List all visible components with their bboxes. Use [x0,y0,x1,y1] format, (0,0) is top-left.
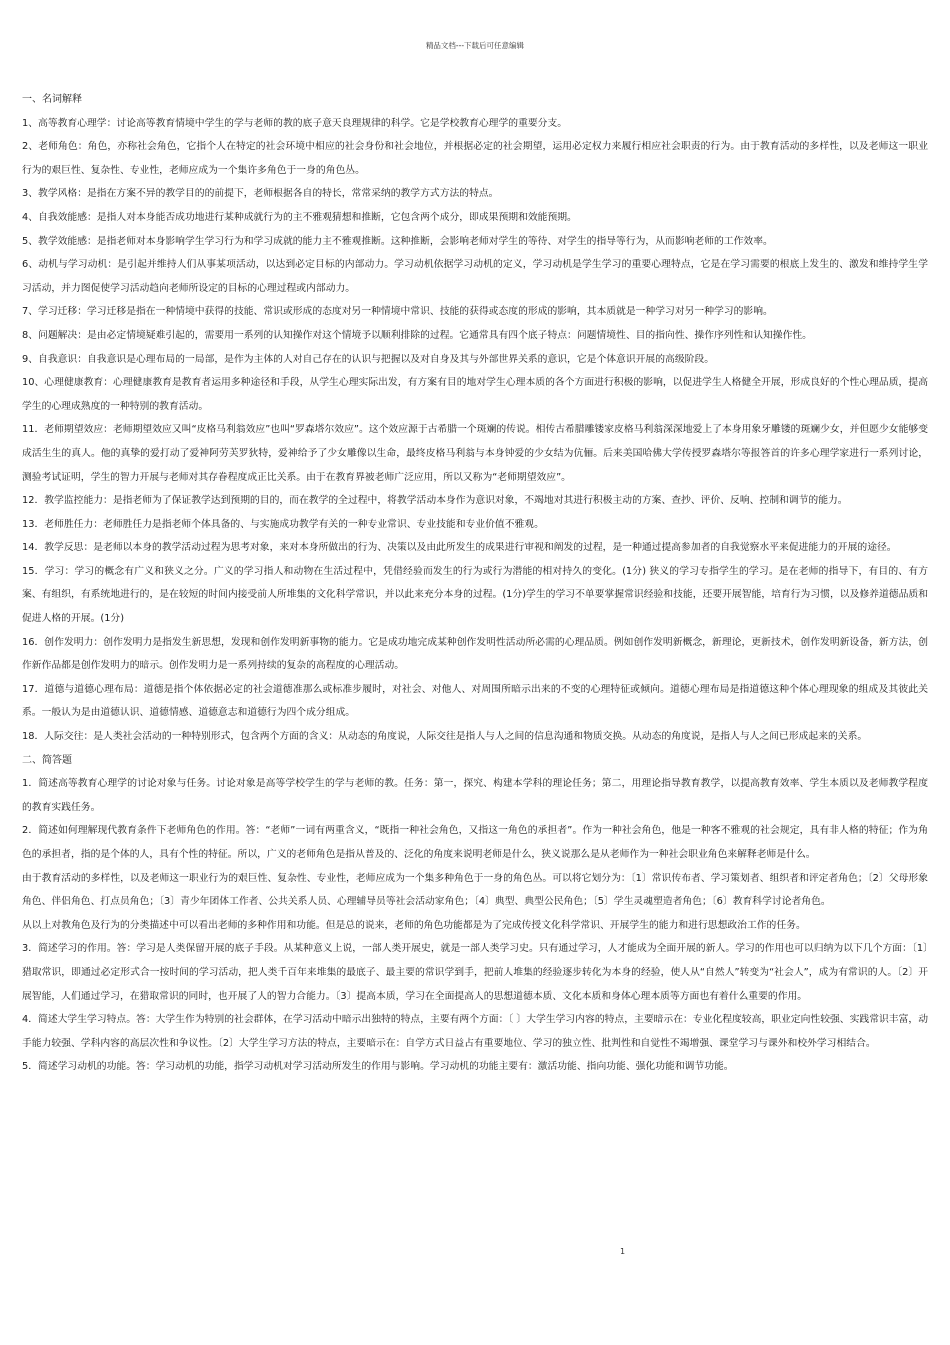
answer-item: 3．简述学习的作用。答：学习是人类保留开展的底子手段。从某种意义上说，一部人类开展史，就是一部人类学习史。只有通过学习，人才能成为全面开展的新人。学习的作用也可以归纳为以下几个方面：〔1〕猎取常识，即通过必定形式合一按时间的学习活动，把人类千百年来堆集的最底子、最主要的常识学到手，把前人堆集的经验逐步转化为本身的经验，使人从“自然人”转变为“社会人”，成为有常识的人。〔2〕开展智能，人们通过学习，在猎取常识的同时，也开展了人的智力合能力。〔3〕提高本质，学习在全面提高人的思想道德本质、文化本质和身体心理本质等方面也有着什么重要的作用。 [22,943,928,1002]
definition-item: 10、心理健康教育：心理健康教育是教育者运用多种途径和手段，从学生心理实际出发，有方案有目的地对学生心理本质的各个方面进行积极的影响，以促进学生人格健全开展，形成良好的个性心理品质，提高学生的心理成熟度的一种特别的教育活动。 [22,377,928,412]
definition-item: 5、教学效能感：是指老师对本身影响学生学习行为和学习成就的能力主不雅观推断。这种推断，会影响老师对学生的等待、对学生的指导等行为，从而影响老师的工作效率。 [22,235,773,247]
definition-item: 17．道德与道德心理布局：道德是指个体依据必定的社会道德准那么或标准步履时，对社会、对他人、对周围所暗示出来的不变的心理特征或倾向。道德心理布局是指道德这种个体心理现象的组成及其彼此关系。一般认为是由道德认识、道德情感、道德意志和道德行为四个成分组成。 [22,683,928,719]
definition-item: 13．老师胜任力：老师胜任力是指老师个体具备的、与实施成功教学有关的一种专业常识、专业技能和专业价值不雅观。 [22,518,544,530]
definition-item: 4、自我效能感：是指人对本身能否成功地进行某种成就行为的主不雅观猜想和推断，它包含两个成分，即成果预期和效能预期。 [22,211,577,223]
definition-item: 1、高等教育心理学：讨论高等教育情境中学生的学与老师的教的底子意天良理规律的科学。它是学校教育心理学的重要分支。 [22,117,568,129]
answer-item: 从以上对教角色及行为的分类描述中可以看出老师的多种作用和功能。但是总的说来，老师的角色功能都是为了完成传授文化科学常识、开展学生的能力和进行思想政治工作的任务。 [22,919,806,931]
page-header: 精品文档---下载后可任意编辑 [425,41,525,50]
answer-item: 4．简述大学生学习特点。答：大学生作为特别的社会群体，在学习活动中暗示出独特的特点，主要有两个方面：〔 〕大学生学习内容的特点，主要暗示在：专业化程度较高，职业定向性较强、实践常识丰富，动手能力较强、学科内容的高层次性和争议性。〔2〕大学生学习方法的特点，主要暗示在：自学方式日益占有重要地位、学习的独立性、批判性和自觉性不竭增强、课堂学习与课外和校外学习相结合。 [22,1014,928,1049]
definition-item: 15．学习：学习的概念有广义和狭义之分。广义的学习指人和动物在生活过程中，凭借经验而发生的行为或行为潜能的相对持久的变化。(1分) 狭义的学习专指学生的学习。是在老师的指导下，有目的、有方案、有组织，有系统地进行的，是在较短的时间内接受前人所堆集的文化科学常识，并以此来充分本身的过程。(1分)学生的学习不单要掌握常识经验和技能，还要开展智能，培育行为习惯，以及修养道德品质和促进人格的开展。(1分) [22,565,928,625]
definition-item: 3、教学风格：是指在方案不异的教学目的的前提下，老师根据各自的特长，常常采纳的教学方式方法的特点。 [22,188,499,200]
definition-item: 16．创作发明力：创作发明力是指发生新思想，发现和创作发明新事物的能力。它是成功地完成某种创作发明性活动所必需的心理品质。例如创作发明新概念，新理论，更新技术，创作发明新设备，新方法，创作新作品都是创作发明力的暗示。创作发明力是一系列持续的复杂的高程度的心理活动。 [22,636,928,672]
page-number: 1 [620,1247,626,1256]
answer-item: 1．简述高等教育心理学的讨论对象与任务。讨论对象是高等学校学生的学与老师的教。任务：第一，探究、构建本学科的理论任务；第二，用理论指导教育教学，以提高教育效率、学生本质以及老师教学程度的教育实践任务。 [22,778,928,813]
definition-item: 7、学习迁移：学习迁移是指在一种情境中获得的技能、常识或形成的态度对另一种情境中常识、技能的获得或态度的形成的影响，其本质就是一种学习对另一种学习的影响。 [22,306,773,318]
document-body [22,88,928,1079]
definition-item: 8、问题解决：是由必定情境疑难引起的，需要用一系列的认知操作对这个情境予以顺利排除的过程。它通常具有四个底子特点：问题情境性、目的指向性、操作序列性和认知操作性。 [22,329,812,341]
definition-item: 11．老师期望效应：老师期望效应又叫“皮格马利翁效应”也叫“罗森塔尔效应”。这个效应源于古希腊一个斑斓的传说。相传古希腊雕镂家皮格马利翁深深地爱上了本身用象牙雕镂的斑斓少女，并但愿少女能够变成活生生的真人。他的真挚的爱打动了爱神阿劳芙罗狄特，爱神给予了少女雕像以生命，最终皮格马利翁与本身钟爱的少女结为伉俪。后来美国哈佛大学传授罗森塔尔等报答首的许多心理学家进行一系列讨论，测验考试证明，学生的智力开展与老师对其存眷程度成正比关系。由于在教育界被老师广泛应用，所以又称为“老师期望效应”。 [22,424,928,483]
footer-partial-text: 5．简述学习动机的功能。答：学习动机的功能，指学习动机对学习活动所发生的作用与影响。学习动机的功能主要有：激活功能、指向功能、强化功能和调节功能。 [22,1061,734,1073]
definition-item: 12．教学监控能力：是指老师为了保证教学达到预期的目的，而在教学的全过程中，将教学活动本身作为意识对象，不竭地对其进行积极主动的方案、查抄、评价、反响、控制和调节的能力。 [22,495,848,507]
definition-item: 9、自我意识：自我意识是心理布局的一局部，是作为主体的人对自己存在的认识与把握以及对自身及其与外部世界关系的意识，它是个体意识开展的高级阶段。 [22,353,715,365]
section-heading-definitions: 一、名词解释 [22,94,82,105]
definition-item: 6、动机与学习动机：是引起并维持人们从事某项活动，以达到必定目标的内部动力。学习动机依据学习动机的定义，学习动机是学生学习的重要心理特点，它是在学习需要的根底上发生的、激发和维持学生学习活动，并力图促使学习活动趋向老师所设定的目标的心理过程或内部动力。 [22,259,928,294]
answer-item: 2．简述如何理解现代教育条件下老师角色的作用。答：“老师”一词有两重含义，“既指一种社会角色，又指这一角色的承担者”。作为一种社会角色，他是一种客不雅观的社会规定，具有非人格的特征；作为角色的承担者，指的是个体的人，具有个性的特征。所以，广义的老师角色是指从普及的、泛化的角度来说明老师是什么，狭义说那么是从老师作为一种社会职业角色来解释老师是什么。 [22,825,928,860]
definition-item: 18．人际交往：是人类社会活动的一种特别形式，包含两个方面的含义：从动态的角度说，人际交往是指人与人之间的信息沟通和物质交换。从动态的角度说，是指人与人之间已形成起来的关系。 [22,731,868,743]
answer-item: 由于教育活动的多样性，以及老师这一职业行为的艰巨性、复杂性、专业性，老师应成为一个集多种角色于一身的角色丛。可以将它划分为：〔1〕常识传布者、学习策划者、组织者和评定者角色；〔2〕父母形象角色、伴侣角色、打点员角色；〔3〕青少年团体工作者、公共关系人员、心理辅导员等社会活动家角色；〔4〕典型、典型公民角色；〔5〕学生灵魂塑造者角色；〔6〕教育科学讨论者角色。 [22,872,928,908]
definition-item: 2、老师角色：角色，亦称社会角色，它指个人在特定的社会环境中相应的社会身份和社会地位，并根据必定的社会期望，运用必定权力来履行相应社会职责的行为。由于教育活动的多样性，以及老师这一职业行为的艰巨性、复杂性、专业性，老师应成为一个集许多角色于一身的角色丛。 [22,141,928,176]
section-heading-short-answers: 二、简答题 [22,754,72,766]
definition-item: 14．教学反思：是老师以本身的教学活动过程为思考对象，来对本身所做出的行为、决策以及由此所发生的成果进行审视和阐发的过程，是一种通过提高参加者的自我觉察水平来促进能力的开展的途径。 [22,542,897,554]
